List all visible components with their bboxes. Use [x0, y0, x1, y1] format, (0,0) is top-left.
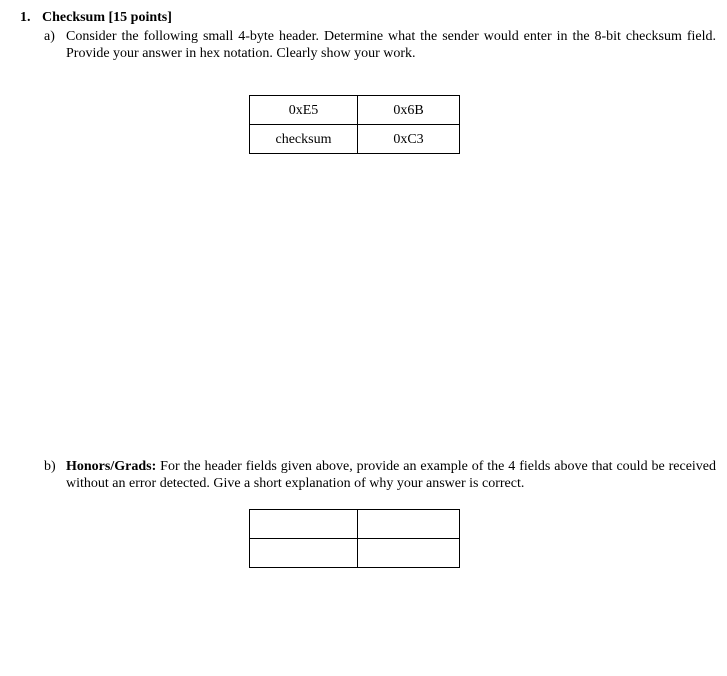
part-b-label: b) [44, 459, 56, 474]
part-a [44, 28, 716, 62]
header-table-row [250, 96, 460, 125]
header-table [249, 95, 460, 154]
part-a-label: a) [44, 29, 55, 44]
header-field-byte2: 0x6B [358, 96, 460, 125]
header-field-byte1: 0xE5 [250, 96, 358, 125]
header-field-checksum: checksum [250, 125, 358, 154]
part-b-lead: Honors/Grads: [66, 459, 157, 474]
part-a-text: Consider the following small 4-byte header. Determine what the sender would enter in the 8-bit checksum field. Provide your answer in hex notation. Clearly show your work. [66, 29, 716, 61]
answer-table-row [250, 510, 460, 539]
answer-cell[interactable] [250, 510, 358, 539]
answer-cell[interactable] [250, 539, 358, 568]
answer-cell[interactable] [358, 510, 460, 539]
question-title: Checksum [15 points] [42, 10, 172, 25]
question-heading [20, 9, 172, 26]
header-field-byte4: 0xC3 [358, 125, 460, 154]
part-b [44, 458, 716, 492]
header-table-row [250, 125, 460, 154]
answer-table-row [250, 539, 460, 568]
answer-cell[interactable] [358, 539, 460, 568]
part-b-body: For the header fields given above, provide an example of the 4 fields above that could be received without an error detected. Give a short explanation of why your answer is correct. [66, 459, 717, 491]
answer-table [249, 509, 460, 568]
part-b-text [66, 458, 716, 492]
question-number: 1. [20, 10, 31, 25]
